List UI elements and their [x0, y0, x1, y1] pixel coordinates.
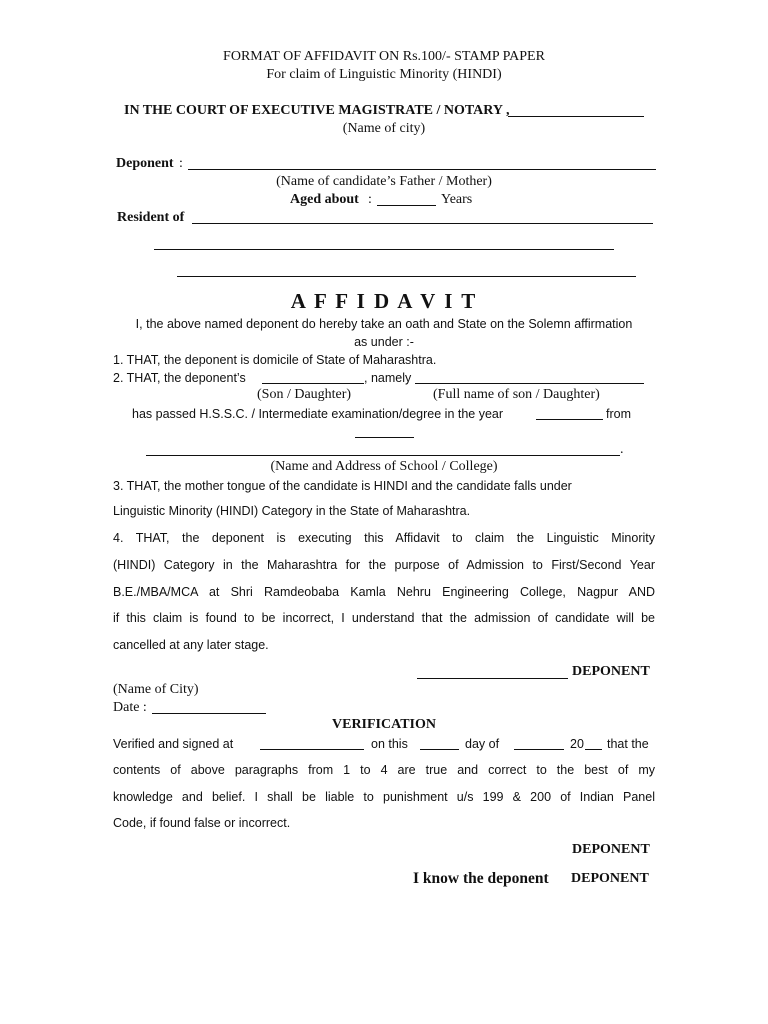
passed-text: has passed H.S.S.C. / Intermediate examination/degree in the year: [132, 407, 504, 421]
verification-line-3: knowledge and belief. I shall be liable to punishment u/s 199 & 200 of Indian Panel: [113, 790, 655, 804]
clause-4-line-5: cancelled at any later stage.: [113, 638, 269, 652]
header-line-2: For claim of Linguistic Minority (HINDI): [266, 67, 502, 82]
court-city-hint: (Name of city): [342, 121, 426, 136]
verification-l1-a: Verified and signed at: [113, 737, 234, 751]
resident-blank-3: [177, 276, 636, 277]
verification-heading: VERIFICATION: [332, 717, 436, 732]
date-label: Date :: [113, 700, 147, 715]
from-blank: [355, 437, 414, 438]
deponent-blank: [188, 169, 656, 170]
know-deponent-label: DEPONENT: [571, 871, 649, 886]
deponent-hint: (Name of candidate’s Father / Mother): [276, 174, 492, 189]
verification-l1-b: on this: [371, 737, 408, 751]
deponent-signature-line: [417, 678, 568, 679]
year-suffix-blank: [585, 749, 602, 750]
intro-line-2: as under :-: [354, 335, 414, 349]
full-name-blank: [415, 383, 644, 384]
city-hint: (Name of City): [113, 682, 199, 697]
court-title: IN THE COURT OF EXECUTIVE MAGISTRATE / NOTARY ,: [124, 103, 510, 118]
month-blank: [514, 749, 564, 750]
aged-colon: :: [368, 192, 372, 207]
affidavit-title: A F F I D A V I T: [290, 289, 478, 313]
school-period: .: [620, 442, 624, 457]
resident-blank-1: [192, 223, 653, 224]
date-blank: [152, 713, 266, 714]
resident-label: Resident of: [117, 210, 185, 225]
deponent-label: Deponent: [116, 156, 174, 171]
verification-l1-e: that the: [607, 737, 649, 751]
verification-l1-c: day of: [465, 737, 500, 751]
clause-4-line-2: (HINDI) Category in the Maharashtra for the purpose of Admission to First/Second Year: [113, 558, 655, 572]
clause-4-line-4: if this claim is found to be incorrect, I understand that the admission of candidate will be: [113, 611, 655, 625]
full-name-hint: (Full name of son / Daughter): [433, 387, 600, 402]
from-text: from: [606, 407, 631, 421]
son-daughter-blank: [262, 383, 364, 384]
verification-line-4: Code, if found false or incorrect.: [113, 816, 291, 830]
clause-1: 1. THAT, the deponent is domicile of State of Maharashtra.: [113, 353, 437, 367]
intro-line-1: I, the above named deponent do hereby take an oath and State on the Solemn affirmation: [135, 317, 633, 331]
aged-blank: [377, 205, 436, 206]
clause-2-prefix: 2. THAT, the deponent’s: [113, 371, 246, 385]
clause-3-line-2: Linguistic Minority (HINDI) Category in the State of Maharashtra.: [113, 504, 471, 518]
clause-4-line-3: B.E./MBA/MCA at Shri Ramdeobaba Kamla Nehru Engineering College, Nagpur AND: [113, 585, 655, 599]
verification-line-2: contents of above paragraphs from 1 to 4 are true and correct to the best of my: [113, 763, 655, 777]
school-blank: [146, 455, 620, 456]
day-blank: [420, 749, 459, 750]
deponent-signature-label: DEPONENT: [572, 664, 650, 679]
know-deponent-text: I know the deponent: [413, 870, 549, 887]
deponent-colon: :: [179, 156, 183, 171]
aged-years: Years: [441, 192, 473, 207]
header-line-1: FORMAT OF AFFIDAVIT ON Rs.100/- STAMP PAPER: [223, 49, 545, 64]
verification-l1-d: 20: [570, 737, 584, 751]
resident-blank-2: [154, 249, 614, 250]
clause-2-namely: , namely: [364, 371, 412, 385]
son-daughter-hint: (Son / Daughter): [257, 387, 352, 402]
court-city-blank: [508, 116, 644, 117]
school-hint: (Name and Address of School / College): [270, 459, 498, 474]
signed-at-blank: [260, 749, 364, 750]
year-blank: [536, 419, 603, 420]
clause-3-line-1: 3. THAT, the mother tongue of the candidate is HINDI and the candidate falls under: [113, 479, 572, 493]
verification-deponent: DEPONENT: [572, 842, 650, 857]
clause-4-line-1: 4. THAT, the deponent is executing this Affidavit to claim the Linguistic Minority: [113, 531, 655, 545]
aged-label: Aged about: [290, 192, 359, 207]
